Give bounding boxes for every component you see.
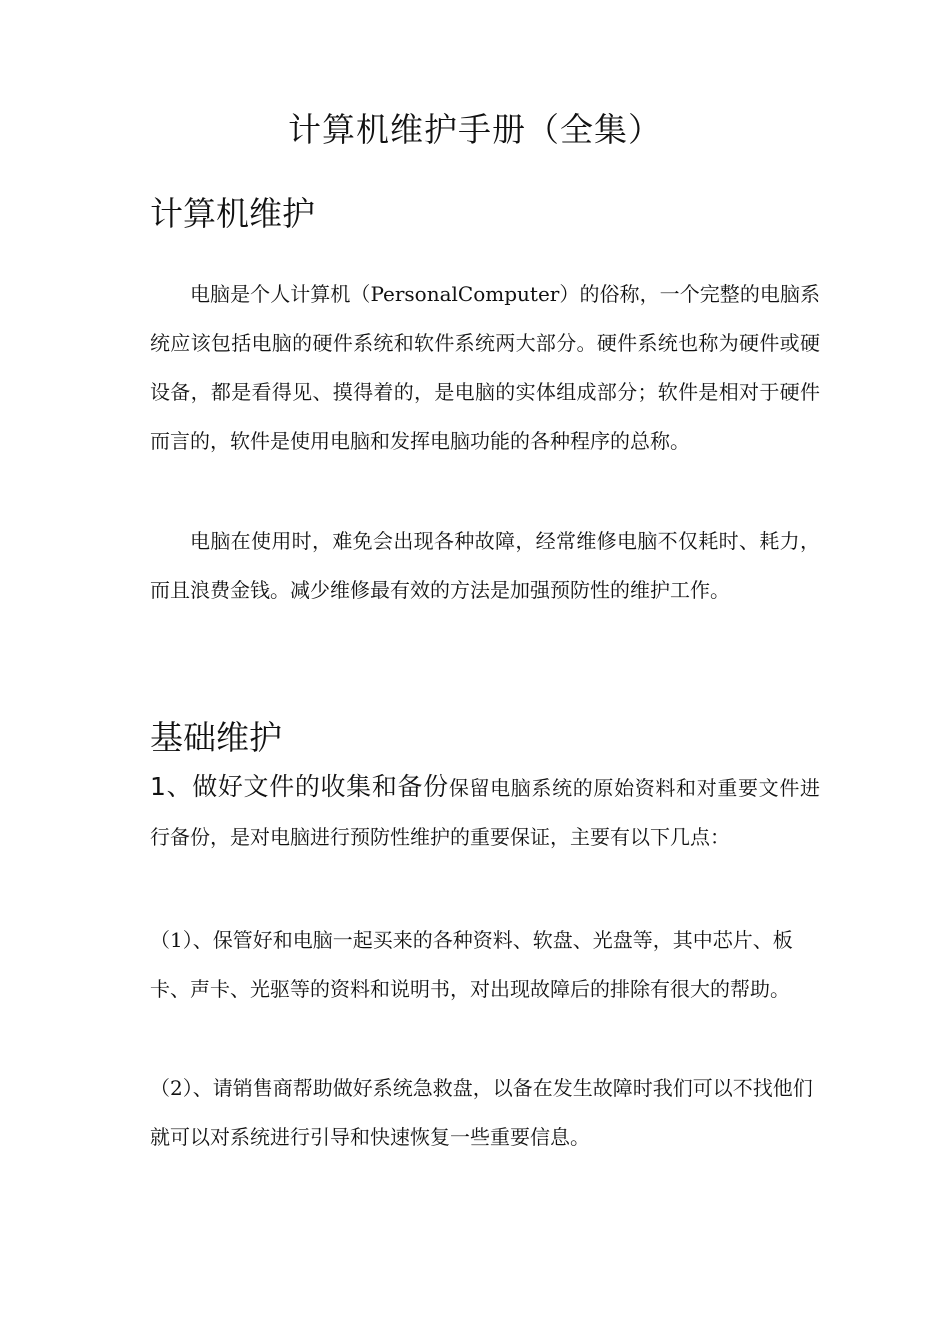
document-title: 计算机维护手册（全集） — [288, 110, 662, 149]
paragraph-intro: 电脑是个人计算机（PersonalComputer）的俗称，一个完整的电脑系统应该包括电脑的硬件系统和软件系统两大部分。硬件系统也称为硬件或硬设备，都是看得见、摸得着的，是电脑的实体组成部分；软件是相对于硬件而言的，软件是使用电脑和发挥电脑功能的各种程序的总称。 — [150, 282, 820, 453]
paragraph-prevention: 电脑在使用时，难免会出现各种故障，经常维修电脑不仅耗时、耗力，而且浪费金钱。减少维修最有效的方法是加强预防性的维护工作。 — [150, 529, 820, 602]
item-text-backup: 保留电脑系统的原始资料和对重要文件进行备份，是对电脑进行预防性维护的重要保证，主要有以下几点： — [150, 776, 820, 849]
paragraph-backup — [150, 762, 820, 862]
section-heading-maintenance: 计算机维护 — [150, 194, 315, 233]
list-item-2: （2）、请销售商帮助做好系统急救盘，以备在发生故障时我们可以不找他们就可以对系统进行引导和快速恢复一些重要信息。 — [150, 1076, 813, 1149]
list-item-1: （1）、保管好和电脑一起买来的各种资料、软盘、光盘等，其中芯片、板卡、声卡、光驱等的资料和说明书，对出现故障后的排除有很大的帮助。 — [150, 928, 793, 1001]
item-heading-backup: 1、做好文件的收集和备份 — [150, 772, 449, 801]
section-heading-basic-maintenance: 基础维护 — [150, 718, 282, 757]
